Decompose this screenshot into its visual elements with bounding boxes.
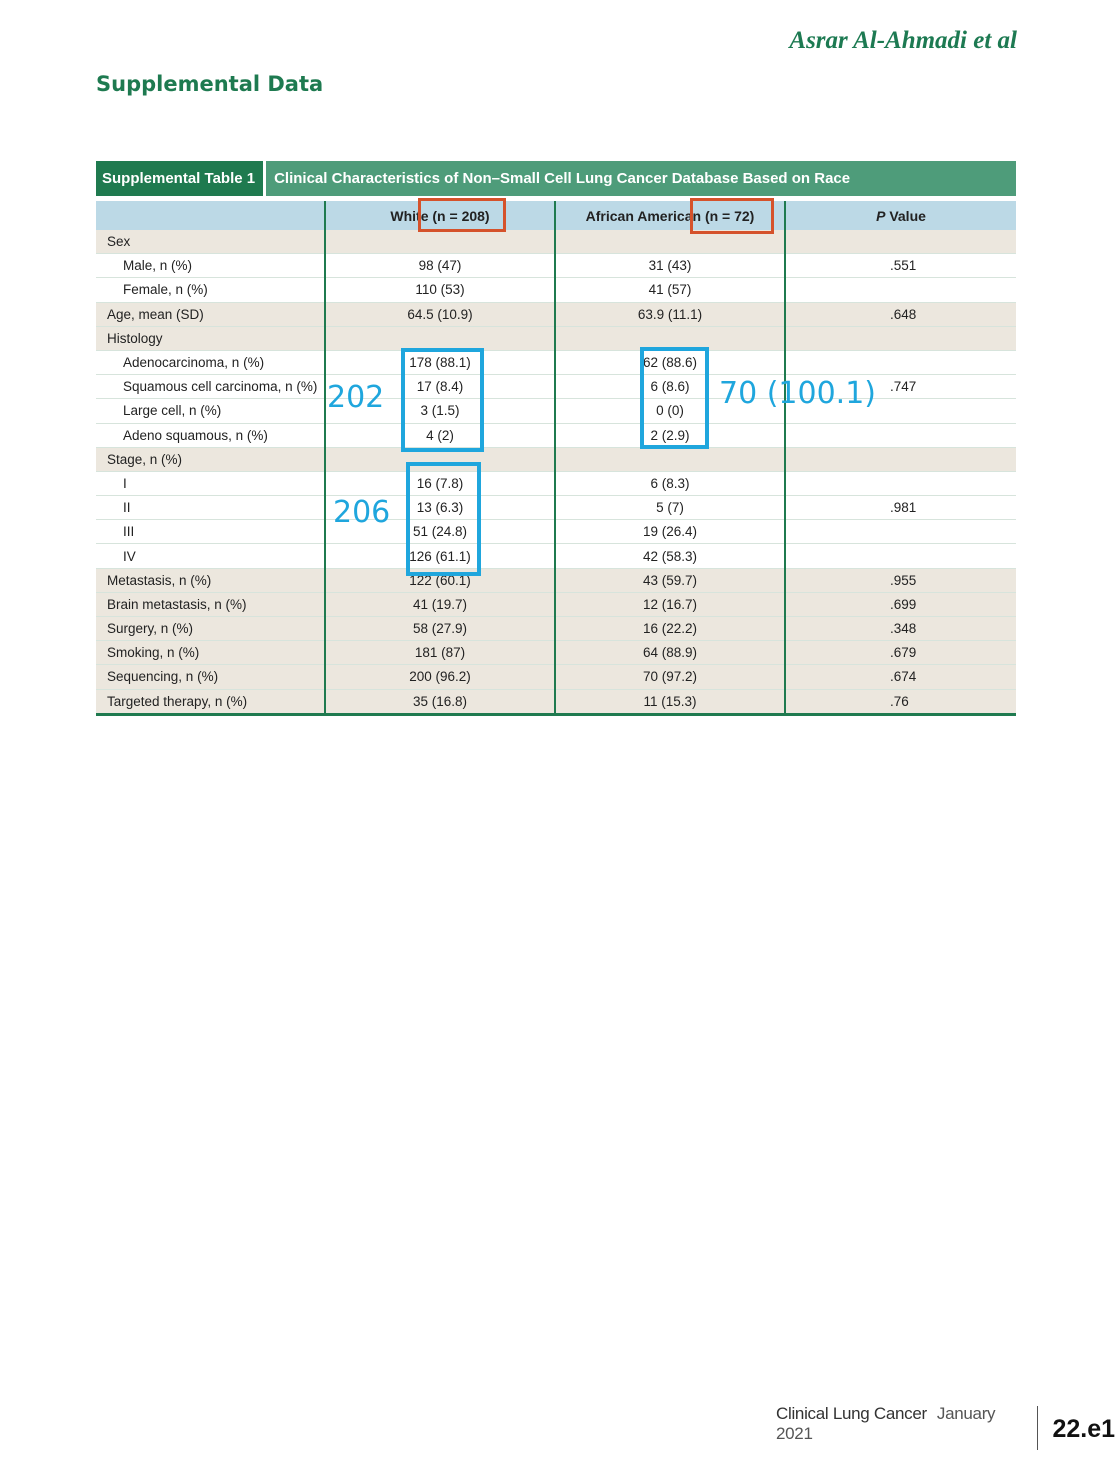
cell-white: 41 (19.7) <box>325 592 555 616</box>
row-label: Female, n (%) <box>96 278 325 302</box>
row-label: Adeno squamous, n (%) <box>96 423 325 447</box>
row-label: Targeted therapy, n (%) <box>96 689 325 714</box>
row-label: I <box>96 471 325 495</box>
table-row <box>96 544 1016 568</box>
cell-p-value: .76 <box>785 689 1016 714</box>
cell-p-value <box>785 350 1016 374</box>
table-caption-label: Supplemental Table 1 <box>96 161 266 196</box>
table-row <box>96 617 1016 641</box>
table-row <box>96 326 1016 350</box>
table-row <box>96 520 1016 544</box>
supplemental-table <box>96 161 1016 716</box>
issue-date: January 2021 <box>776 1404 996 1443</box>
column-header-label <box>96 199 325 231</box>
cell-p-value: .747 <box>785 375 1016 399</box>
cell-white: 17 (8.4) <box>325 375 555 399</box>
row-label: Age, mean (SD) <box>96 302 325 326</box>
cell-white: 35 (16.8) <box>325 689 555 714</box>
table-header-row <box>96 199 1016 231</box>
cell-p-value <box>785 447 1016 471</box>
row-label: Adenocarcinoma, n (%) <box>96 350 325 374</box>
cell-white: 13 (6.3) <box>325 496 555 520</box>
row-label: III <box>96 520 325 544</box>
cell-white: 181 (87) <box>325 641 555 665</box>
author-name: Asrar Al-Ahmadi et al <box>789 27 1017 54</box>
cell-african-american: 11 (15.3) <box>555 689 785 714</box>
cell-white: 3 (1.5) <box>325 399 555 423</box>
cell-african-american: 6 (8.6) <box>555 375 785 399</box>
cell-p-value <box>785 544 1016 568</box>
cell-african-american: 0 (0) <box>555 399 785 423</box>
column-header-white: White (n = 208) <box>325 199 555 231</box>
cell-p-value: .648 <box>785 302 1016 326</box>
cell-p-value: .679 <box>785 641 1016 665</box>
row-label: Squamous cell carcinoma, n (%) <box>96 375 325 399</box>
table-row <box>96 568 1016 592</box>
cell-african-american: 63.9 (11.1) <box>555 302 785 326</box>
cell-white: 51 (24.8) <box>325 520 555 544</box>
table-row <box>96 592 1016 616</box>
stage-white-sum-annotation: 206 <box>333 495 391 530</box>
table-row <box>96 230 1016 254</box>
african-american-n-highlight-box <box>690 198 774 234</box>
cell-p-value: .348 <box>785 617 1016 641</box>
table-row <box>96 641 1016 665</box>
cell-white: 178 (88.1) <box>325 350 555 374</box>
page-number: 22.e1 <box>1052 1415 1115 1443</box>
cell-p-value <box>785 230 1016 254</box>
histology-aa-highlight-box <box>640 347 709 449</box>
cell-african-american: 42 (58.3) <box>555 544 785 568</box>
table-row <box>96 375 1016 399</box>
cell-p-value: .551 <box>785 254 1016 278</box>
cell-african-american <box>555 447 785 471</box>
column-header-p-value: P Value <box>785 199 1016 231</box>
table-row <box>96 278 1016 302</box>
footer-divider <box>1037 1406 1038 1450</box>
cell-african-american: 43 (59.7) <box>555 568 785 592</box>
white-n-highlight-box <box>418 198 506 232</box>
cell-african-american: 19 (26.4) <box>555 520 785 544</box>
section-title: Supplemental Data <box>96 72 324 96</box>
table-caption <box>96 161 1016 196</box>
row-label: Surgery, n (%) <box>96 617 325 641</box>
cell-white: 126 (61.1) <box>325 544 555 568</box>
histology-aa-sum-annotation: 70 (100.1) <box>719 376 877 411</box>
page-footer <box>776 1400 1115 1444</box>
table-row <box>96 254 1016 278</box>
cell-p-value: .699 <box>785 592 1016 616</box>
cell-p-value <box>785 520 1016 544</box>
cell-white <box>325 326 555 350</box>
characteristics-table <box>96 196 1016 716</box>
row-label: Smoking, n (%) <box>96 641 325 665</box>
cell-p-value: .674 <box>785 665 1016 689</box>
table-row <box>96 350 1016 374</box>
cell-white: 4 (2) <box>325 423 555 447</box>
cell-african-american: 41 (57) <box>555 278 785 302</box>
table-row <box>96 399 1016 423</box>
cell-white: 58 (27.9) <box>325 617 555 641</box>
cell-african-american: 6 (8.3) <box>555 471 785 495</box>
cell-african-american: 31 (43) <box>555 254 785 278</box>
column-header-african-american: African American (n = 72) <box>555 199 785 231</box>
cell-p-value <box>785 423 1016 447</box>
cell-african-american: 16 (22.2) <box>555 617 785 641</box>
table-row <box>96 447 1016 471</box>
cell-white: 110 (53) <box>325 278 555 302</box>
cell-p-value: .981 <box>785 496 1016 520</box>
row-label: Sequencing, n (%) <box>96 665 325 689</box>
row-label: Large cell, n (%) <box>96 399 325 423</box>
table-row <box>96 665 1016 689</box>
histology-white-sum-annotation: 202 <box>327 380 385 415</box>
table-row <box>96 471 1016 495</box>
cell-african-american: 70 (97.2) <box>555 665 785 689</box>
cell-african-american: 62 (88.6) <box>555 350 785 374</box>
cell-african-american: 64 (88.9) <box>555 641 785 665</box>
cell-p-value: .955 <box>785 568 1016 592</box>
table-row <box>96 496 1016 520</box>
cell-p-value <box>785 326 1016 350</box>
row-label: IV <box>96 544 325 568</box>
cell-white <box>325 230 555 254</box>
table-row <box>96 302 1016 326</box>
cell-white: 200 (96.2) <box>325 665 555 689</box>
table-caption-title: Clinical Characteristics of Non–Small Cell Lung Cancer Database Based on Race <box>274 170 851 187</box>
cell-white: 16 (7.8) <box>325 471 555 495</box>
row-label: II <box>96 496 325 520</box>
row-label: Sex <box>96 230 325 254</box>
journal-name: Clinical Lung Cancer <box>776 1404 927 1423</box>
row-label: Metastasis, n (%) <box>96 568 325 592</box>
row-label: Stage, n (%) <box>96 447 325 471</box>
row-label: Histology <box>96 326 325 350</box>
stage-white-highlight-box <box>406 462 481 576</box>
cell-african-american: 5 (7) <box>555 496 785 520</box>
row-label: Brain metastasis, n (%) <box>96 592 325 616</box>
cell-white: 98 (47) <box>325 254 555 278</box>
cell-p-value <box>785 278 1016 302</box>
cell-african-american: 2 (2.9) <box>555 423 785 447</box>
cell-african-american: 12 (16.7) <box>555 592 785 616</box>
row-label: Male, n (%) <box>96 254 325 278</box>
cell-white: 122 (60.1) <box>325 568 555 592</box>
cell-white: 64.5 (10.9) <box>325 302 555 326</box>
cell-p-value <box>785 471 1016 495</box>
table-row <box>96 689 1016 714</box>
journal-citation <box>776 1404 1023 1444</box>
table-row <box>96 423 1016 447</box>
histology-white-highlight-box <box>401 348 484 452</box>
